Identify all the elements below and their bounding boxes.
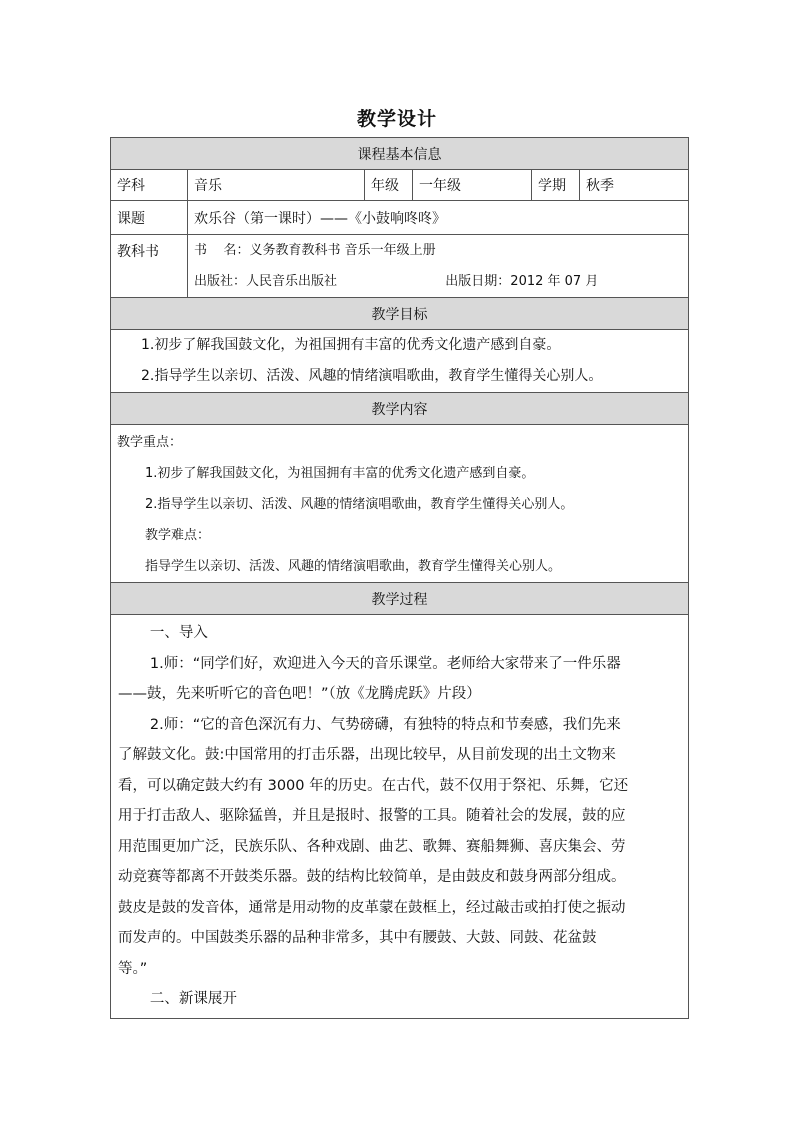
term-value: 秋季 bbox=[580, 170, 689, 201]
process-paragraph: 了解鼓文化。鼓:中国常用的打击乐器，出现比较早，从目前发现的出土文物来 bbox=[118, 747, 616, 763]
textbook-details bbox=[188, 235, 689, 298]
process-paragraph: 1.师：“同学们好，欢迎进入今天的音乐课堂。老师给大家带来了一件乐器 bbox=[149, 655, 621, 672]
key-point-item: 1.初步了解我国鼓文化，为祖国拥有丰富的优秀文化遗产感到自豪。 bbox=[145, 466, 535, 481]
difficulty-text: 指导学生以亲切、活泼、风趣的情绪演唱歌曲，教育学生懂得关心别人。 bbox=[145, 559, 562, 574]
process-part-intro: 一、导入 bbox=[149, 625, 208, 641]
process-part-new: 二、新课展开 bbox=[149, 991, 237, 1007]
process-paragraph: ——鼓，先来听听它的音色吧！”（放《龙腾虎跃》片段） bbox=[118, 686, 481, 702]
goals-cell bbox=[111, 330, 689, 393]
process-paragraph: 看，可以确定鼓大约有 3000 年的历史。在古代，鼓不仅用于祭祀、乐舞，它还 bbox=[118, 777, 629, 794]
process-paragraph: 鼓皮是鼓的发音体，通常是用动物的皮革蒙在鼓框上，经过敲击或拍打使之振动 bbox=[118, 899, 626, 916]
difficulty-label: 教学难点： bbox=[145, 528, 211, 543]
key-points-label: 教学重点： bbox=[117, 435, 183, 450]
subject-value: 音乐 bbox=[188, 170, 365, 201]
publish-date: 出版日期：2012 年 07 月 bbox=[445, 274, 599, 289]
process-paragraph: 用于打击敌人、驱除猛兽，并且是报时、报警的工具。随着社会的发展，鼓的应 bbox=[118, 808, 626, 824]
section-process: 教学过程 bbox=[111, 583, 689, 615]
grade-value: 一年级 bbox=[413, 170, 532, 201]
term-label: 学期 bbox=[532, 170, 580, 201]
subject-label: 学科 bbox=[111, 170, 188, 201]
lesson-plan-table bbox=[110, 137, 689, 1019]
process-paragraph: 而发声的。中国鼓类乐器的品种非常多，其中有腰鼓、大鼓、同鼓、花盆鼓 bbox=[118, 930, 597, 946]
process-paragraph: 用范围更加广泛，民族乐队、各种戏剧、曲艺、歌舞、赛船舞狮、喜庆集会、劳 bbox=[118, 838, 626, 855]
goal-item: 2.指导学生以亲切、活泼、风趣的情绪演唱歌曲，教育学生懂得关心别人。 bbox=[141, 368, 603, 384]
textbook-label: 教科书 bbox=[111, 235, 188, 298]
content-cell bbox=[111, 425, 689, 583]
process-paragraph: 等。” bbox=[118, 960, 148, 977]
section-goals: 教学目标 bbox=[111, 298, 689, 330]
publisher-line bbox=[194, 266, 682, 297]
section-basic-info: 课程基本信息 bbox=[111, 138, 689, 170]
process-paragraph: 2.师：“它的音色深沉有力、气势磅礴，有独特的特点和节奏感，我们先来 bbox=[149, 716, 621, 733]
topic-label: 课题 bbox=[111, 201, 188, 235]
section-content: 教学内容 bbox=[111, 393, 689, 425]
grade-label: 年级 bbox=[365, 170, 413, 201]
process-cell bbox=[111, 615, 689, 1019]
topic-value: 欢乐谷（第一课时）——《小鼓响咚咚》 bbox=[188, 201, 689, 235]
publisher: 出版社：人民音乐出版社 bbox=[194, 274, 338, 289]
process-paragraph: 动竞赛等都离不开鼓类乐器。鼓的结构比较简单，是由鼓皮和鼓身两部分组成。 bbox=[118, 869, 626, 885]
document-title: 教学设计 bbox=[356, 108, 437, 130]
key-point-item: 2.指导学生以亲切、活泼、风趣的情绪演唱歌曲，教育学生懂得关心别人。 bbox=[145, 497, 574, 512]
goal-item: 1.初步了解我国鼓文化，为祖国拥有丰富的优秀文化遗产感到自豪。 bbox=[141, 337, 561, 353]
book-name: 书 名：义务教育教科书 音乐一年级上册 bbox=[194, 243, 436, 258]
